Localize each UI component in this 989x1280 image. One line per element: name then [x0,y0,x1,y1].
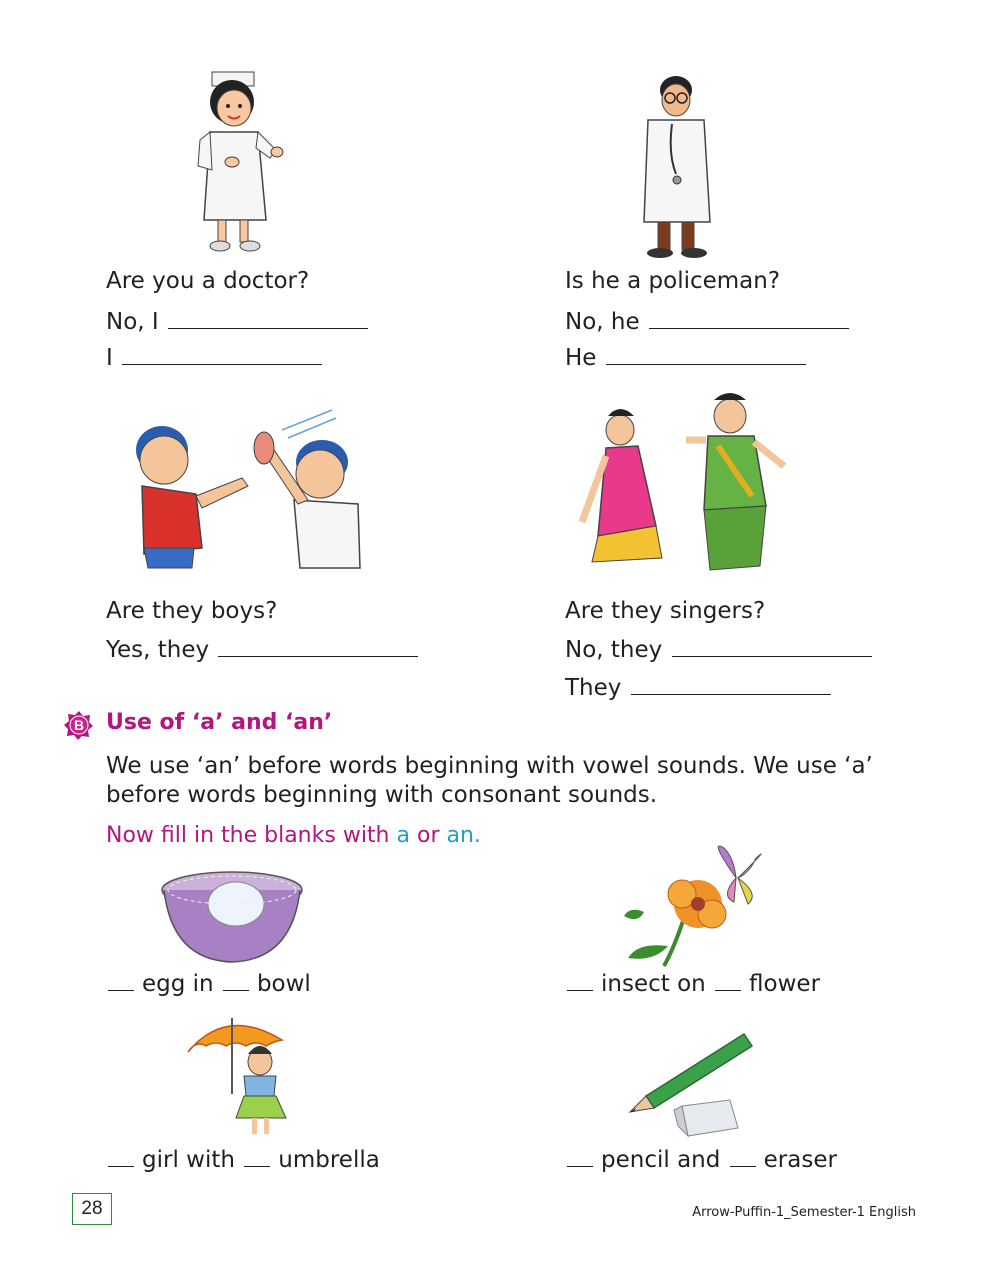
fill-word: bowl [256,971,311,997]
answer-3a [106,634,418,665]
answer-blank[interactable] [606,342,806,365]
boys-illustration [122,408,380,570]
section-badge-letter: B [73,717,85,733]
girl-umbrella-illustration [186,1016,306,1140]
question-2: Is he a policeman? [565,268,781,294]
answer-blank[interactable] [168,306,368,329]
article-blank[interactable] [108,968,134,991]
butterfly-flower-illustration [624,838,774,968]
fill-word: pencil and [601,1147,721,1173]
section-title: Use of ‘a’ and ‘an’ [106,710,333,735]
pencil-eraser-illustration [626,1030,758,1142]
fill-item [106,1144,380,1175]
egg-bowl-illustration [160,868,305,966]
fill-word: eraser [763,1147,837,1173]
fill-word: insect on [601,971,706,997]
answer-2b [565,342,806,373]
footer-text: Arrow-Puffin-1_Semester-1 English [692,1205,916,1220]
article-blank[interactable] [715,968,741,991]
instruction-prefix: Now fill in the blanks with [106,823,397,848]
answer-1a [106,306,368,337]
doctor-illustration [636,72,718,262]
fill-word: egg in [142,971,214,997]
answer-prefix: No, he [565,309,640,335]
answer-1b [106,342,322,373]
question-4: Are they singers? [565,598,766,624]
fill-word: girl with [142,1147,235,1173]
answer-prefix: No, I [106,309,159,335]
fill-item [565,968,820,999]
answer-prefix: I [106,345,113,371]
answer-4a [565,634,872,665]
fill-word: flower [749,971,821,997]
article-blank[interactable] [567,968,593,991]
instruction-an: an. [446,823,481,848]
answer-prefix: No, they [565,637,663,663]
fill-item [106,968,311,999]
instruction-a: a [396,823,410,848]
answer-prefix: He [565,345,597,371]
article-blank[interactable] [567,1144,593,1167]
instruction-or: or [409,823,447,848]
fill-word: umbrella [278,1147,380,1173]
answer-blank[interactable] [218,634,418,657]
rule-paragraph: We use ‘an’ before words beginning with vowel sounds. We use ‘a’ before words beginning with consonant sounds. [106,753,873,808]
fill-item [565,1144,837,1175]
dancers-illustration [578,386,800,578]
answer-blank[interactable] [649,306,849,329]
article-blank[interactable] [244,1144,270,1167]
page-number: 28 [72,1193,112,1225]
answer-blank[interactable] [672,634,872,657]
answer-2a [565,306,849,337]
question-3: Are they boys? [106,598,278,624]
nurse-illustration [192,70,287,255]
instruction [106,823,481,848]
article-blank[interactable] [108,1144,134,1167]
article-blank[interactable] [730,1144,756,1167]
answer-blank[interactable] [122,342,322,365]
article-blank[interactable] [223,968,249,991]
answer-prefix: They [565,675,622,701]
answer-prefix: Yes, they [106,637,210,663]
section-b-badge [64,710,94,740]
question-1: Are you a doctor? [106,268,310,294]
answer-blank[interactable] [631,672,831,695]
answer-4b [565,672,831,703]
